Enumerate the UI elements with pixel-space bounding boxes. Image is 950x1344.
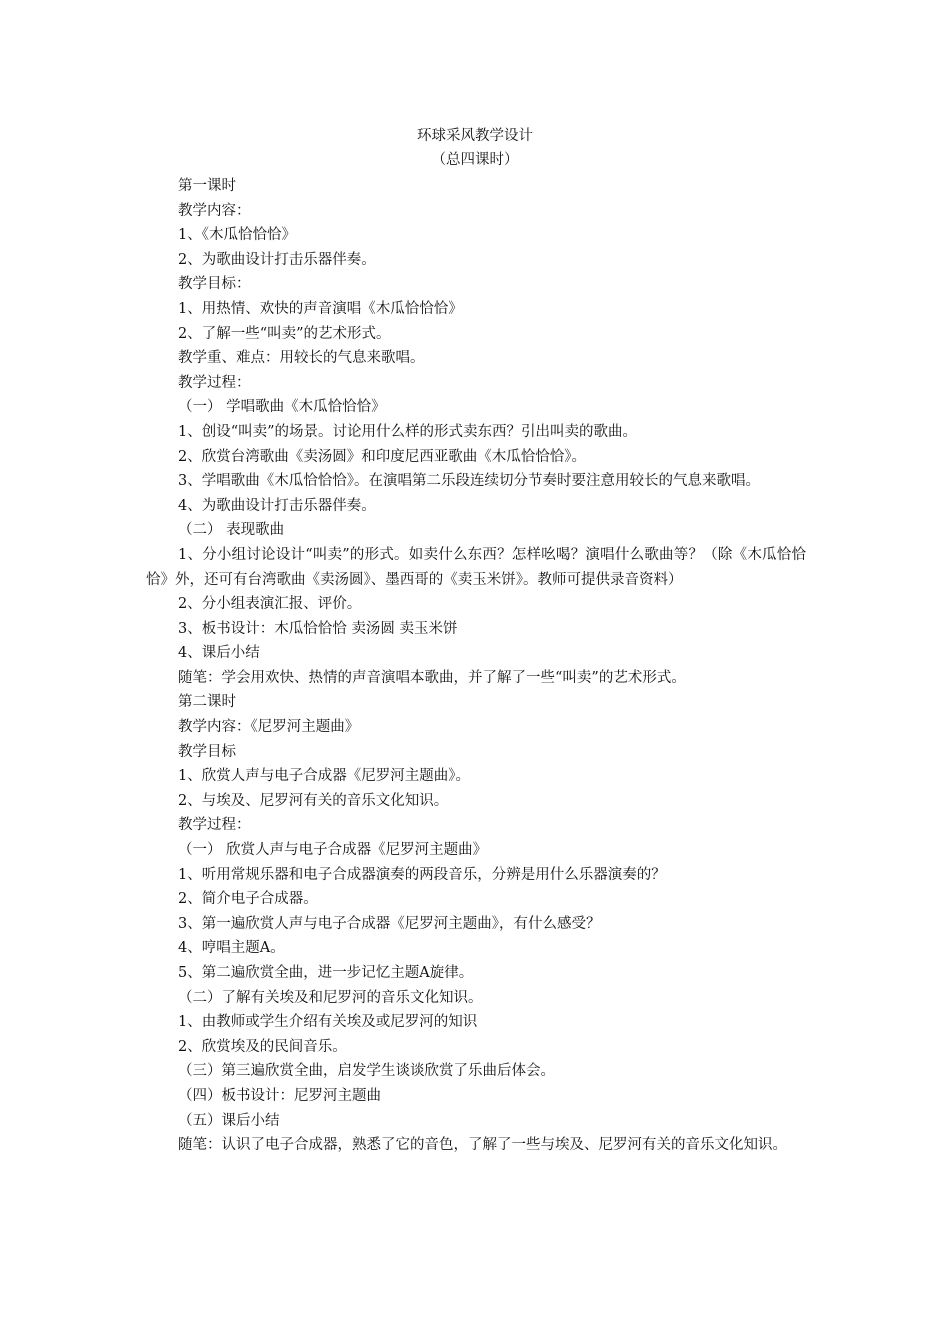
- document-body: [146, 174, 806, 1158]
- section-heading: （二）了解有关埃及和尼罗河的音乐文化知识。: [178, 989, 483, 1006]
- paragraph: 教学内容：《尼罗河主题曲》: [178, 719, 360, 736]
- paragraph: 2、与埃及、尼罗河有关的音乐文化知识。: [178, 792, 449, 809]
- section-heading: （一） 学唱歌曲《木瓜恰恰恰》: [178, 399, 386, 416]
- paragraph: 1、听用常规乐器和电子合成器演奏的两段音乐，分辨是用什么乐器演奏的？: [178, 866, 666, 883]
- paragraph: 2、欣赏埃及的民间音乐。: [178, 1038, 347, 1055]
- paragraph: 1、由教师或学生介绍有关埃及或尼罗河的知识: [178, 1014, 478, 1031]
- paragraph: 1、用热情、欢快的声音演唱《木瓜恰恰恰》: [178, 300, 463, 317]
- paragraph: 教学目标: [178, 743, 236, 760]
- paragraph: 4、为歌曲设计打击乐器伴奏。: [178, 497, 376, 514]
- section-heading: （一） 欣赏人声与电子合成器《尼罗河主题曲》: [178, 842, 488, 859]
- section-heading: （五）课后小结: [178, 1112, 280, 1129]
- paragraph: 1、创设“叫卖”的场景。讨论用什么样的形式卖东西？引出叫卖的歌曲。: [178, 423, 638, 440]
- paragraph: 教学重、难点：用较长的气息来歌唱。: [178, 350, 425, 367]
- section-heading: （三）第三遍欣赏全曲，启发学生谈谈欣赏了乐曲后体会。: [178, 1063, 555, 1080]
- paragraph: 1、欣赏人声与电子合成器《尼罗河主题曲》。: [178, 768, 470, 785]
- paragraph: 3、板书设计：木瓜恰恰恰 卖汤圆 卖玉米饼: [178, 620, 458, 637]
- paragraph: 教学目标：: [178, 276, 251, 293]
- paragraph: 3、学唱歌曲《木瓜恰恰恰》。在演唱第二乐段连续切分节奏时要注意用较长的气息来歌唱。: [178, 473, 760, 490]
- document-subtitle: （总四课时）: [431, 152, 519, 168]
- paragraph: 教学过程：: [178, 374, 251, 391]
- document-title: 环球采风教学设计: [417, 128, 533, 144]
- paragraph: 4、哼唱主题A。: [178, 940, 285, 957]
- paragraph: 2、分小组表演汇报、评价。: [178, 596, 362, 613]
- paragraph: 2、欣赏台湾歌曲《卖汤圆》和印度尼西亚歌曲《木瓜恰恰恰》。: [178, 448, 586, 465]
- lesson-2-heading: 第二课时: [178, 694, 236, 711]
- paragraph: 3、第一遍欣赏人声与电子合成器《尼罗河主题曲》，有什么感受？: [178, 915, 601, 932]
- paragraph: 1、分小组讨论设计“叫卖”的形式。如卖什么东西？怎样吆喝？演唱什么歌曲等？（除《木瓜恰恰恰》外，还可有台湾歌曲《卖汤圆》、墨西哥的《卖玉米饼》。教师可提供录音资料）: [146, 546, 806, 588]
- section-heading: （四）板书设计：尼罗河主题曲: [178, 1087, 381, 1104]
- paragraph: 教学过程：: [178, 817, 251, 834]
- paragraph: 2、了解一些“叫卖”的艺术形式。: [178, 325, 391, 342]
- paragraph: 5、第二遍欣赏全曲，进一步记忆主题A旋律。: [178, 965, 474, 981]
- notes-paragraph: 随笔：学会用欢快、热情的声音演唱本歌曲，并了解了一些“叫卖”的艺术形式。: [178, 669, 686, 686]
- paragraph: 4、课后小结: [178, 645, 260, 662]
- lesson-1-heading: 第一课时: [178, 178, 236, 194]
- notes-paragraph: 随笔：认识了电子合成器，熟悉了它的音色，了解了一些与埃及、尼罗河有关的音乐文化知识。: [178, 1137, 787, 1154]
- paragraph: 2、为歌曲设计打击乐器伴奏。: [178, 251, 376, 268]
- section-heading: （二） 表现歌曲: [178, 522, 285, 539]
- paragraph: 2、简介电子合成器。: [178, 891, 318, 908]
- paragraph: 教学内容：: [178, 202, 251, 219]
- paragraph: 1、《木瓜恰恰恰》: [178, 227, 296, 244]
